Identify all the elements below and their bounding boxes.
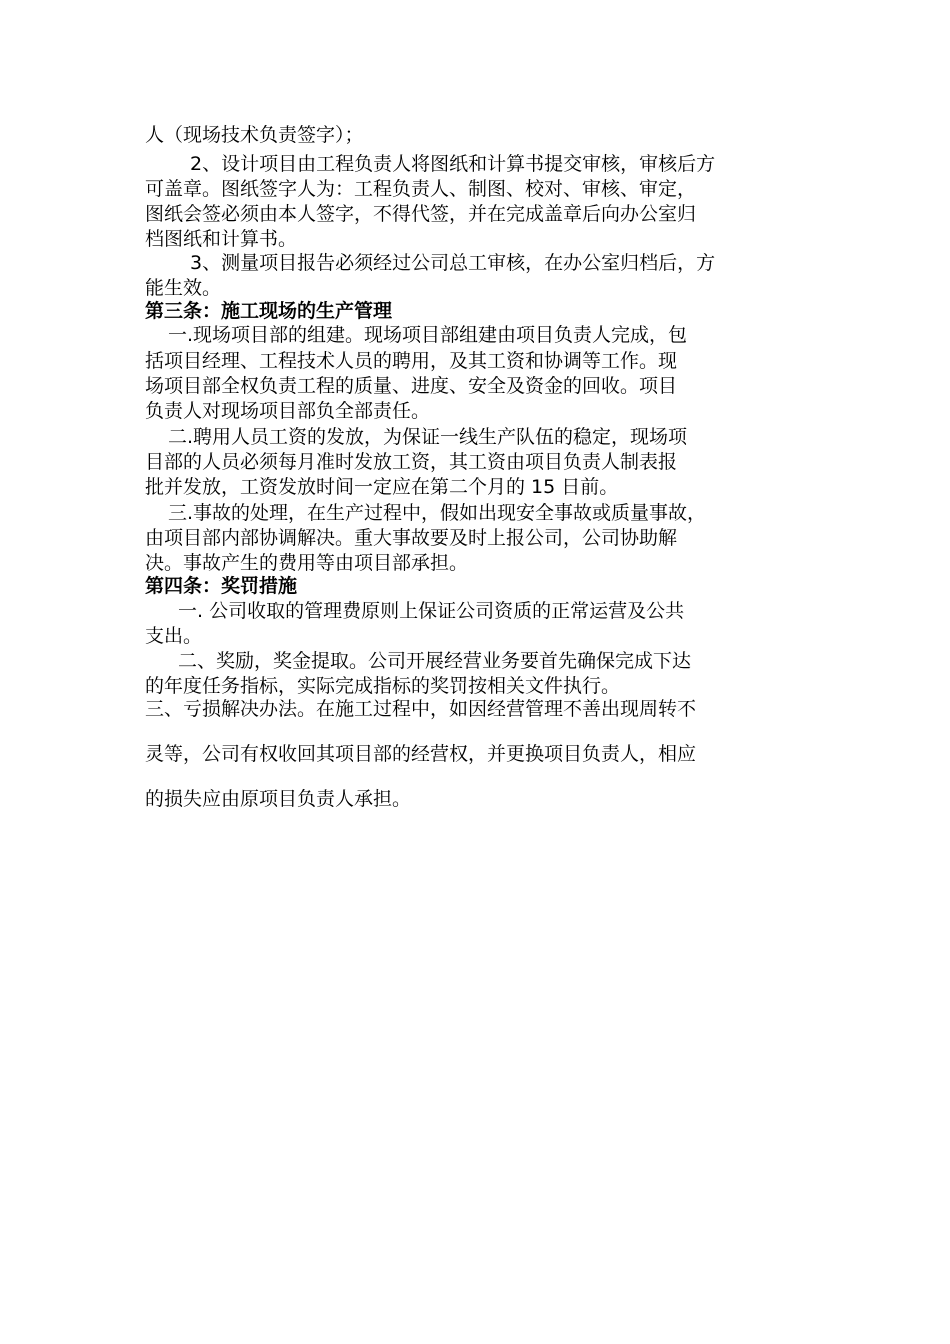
text-line: 三、亏损解决办法。在施工过程中，如因经营管理不善出现周转不 (145, 698, 697, 720)
text-line: 支出。 (145, 625, 203, 647)
section-heading: 第三条：施工现场的生产管理 (145, 300, 393, 322)
text-line: 一.现场项目部的组建。现场项目部组建由项目负责人完成，包 (168, 324, 688, 346)
text-line: 括项目经理、工程技术人员的聘用，及其工资和协调等工作。现 (145, 350, 678, 372)
section-heading: 第四条：奖罚措施 (145, 575, 298, 597)
text-line: 2、设计项目由工程负责人将图纸和计算书提交审核，审核后方 (190, 153, 716, 175)
text-line: 由项目部内部协调解决。重大事故要及时上报公司，公司协助解 (145, 527, 678, 549)
text-line: 负责人对现场项目部负全部责任。 (145, 400, 431, 422)
text-line: 决。事故产生的费用等由项目部承担。 (145, 552, 469, 574)
text-line: 图纸会签必须由本人签字，不得代签，并在完成盖章后向办公室归 (145, 203, 697, 225)
text-line: 档图纸和计算书。 (145, 228, 298, 250)
text-line: 一. 公司收取的管理费原则上保证公司资质的正常运营及公共 (178, 600, 685, 622)
text-line: 的年度任务指标，实际完成指标的奖罚按相关文件执行。 (145, 675, 621, 697)
text-line: 3、测量项目报告必须经过公司总工审核，在办公室归档后，方 (190, 252, 716, 274)
text-line: 的损失应由原项目负责人承担。 (145, 788, 412, 810)
text-line: 三.事故的处理，在生产过程中，假如出现安全事故或质量事故， (168, 502, 707, 524)
text-line: 灵等，公司有权收回其项目部的经营权，并更换项目负责人，相应 (145, 743, 697, 765)
text-line: 二、奖励，奖金提取。公司开展经营业务要首先确保完成下达 (178, 650, 692, 672)
text-line: 批并发放，工资发放时间一定应在第二个月的 15 日前。 (145, 476, 619, 498)
text-line: 人（现场技术负责签字）； (145, 124, 364, 146)
text-line: 二.聘用人员工资的发放，为保证一线生产队伍的稳定，现场项 (168, 426, 688, 448)
text-line: 目部的人员必须每月准时发放工资，其工资由项目负责人制表报 (145, 451, 678, 473)
text-line: 可盖章。图纸签字人为：工程负责人、制图、校对、审核、审定， (145, 178, 697, 200)
text-line: 能生效。 (145, 277, 222, 299)
text-line: 场项目部全权负责工程的质量、进度、安全及资金的回收。项目 (145, 375, 678, 397)
